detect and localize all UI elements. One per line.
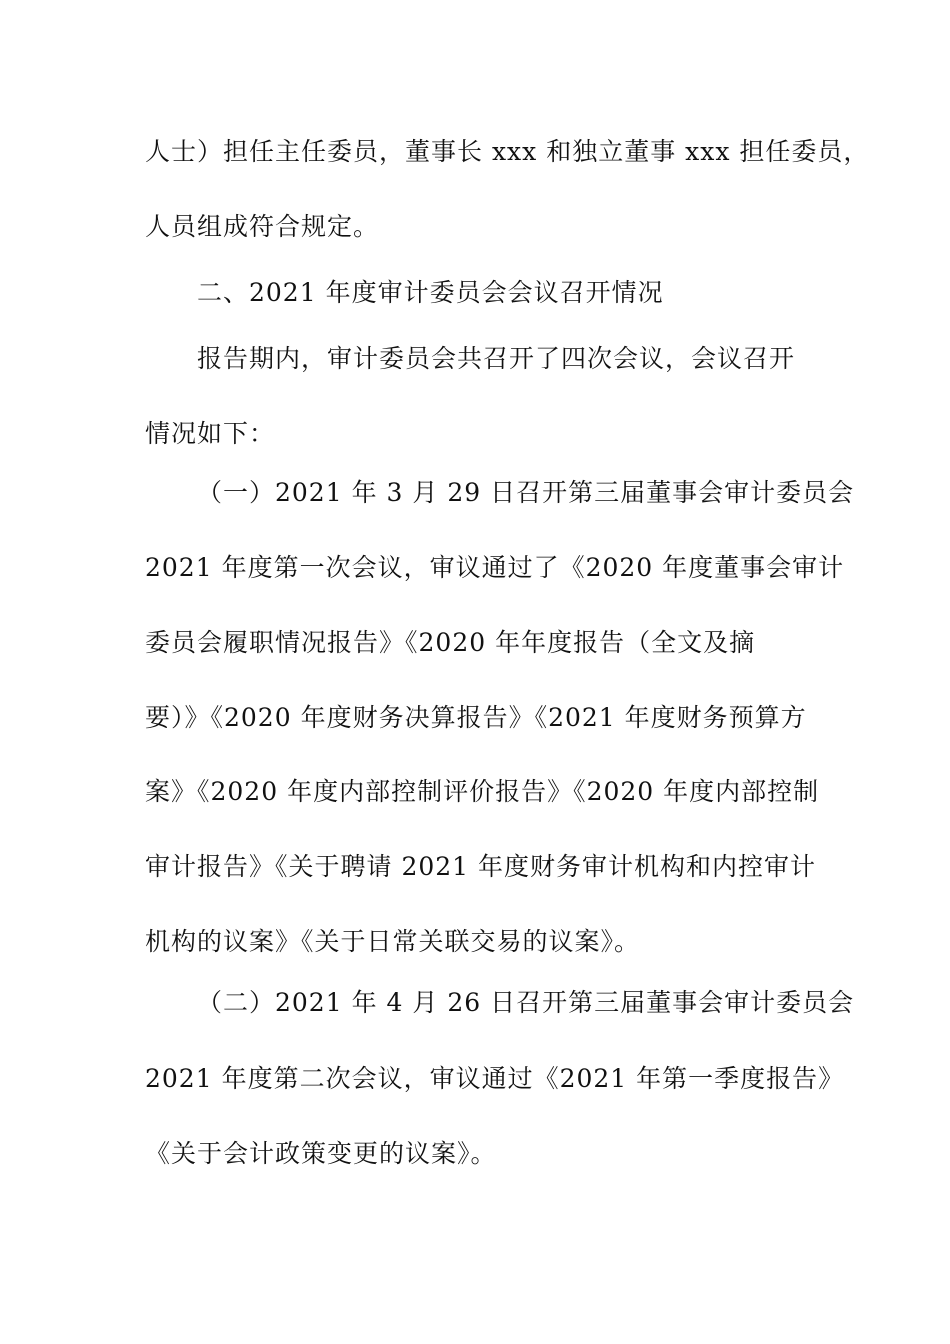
- text-line: 人员组成符合规定。: [145, 212, 380, 241]
- text-line: 报告期内，审计委员会共召开了四次会议，会议召开: [197, 344, 796, 373]
- text-line: 2021 年度第一次会议，审议通过了《2020 年度董事会审计: [145, 553, 845, 582]
- text-line: 2021 年度第二次会议，审议通过《2021 年第一季度报告》: [145, 1064, 845, 1093]
- text-line: 《关于会计政策变更的议案》。: [145, 1139, 497, 1168]
- text-line: 情况如下：: [145, 419, 276, 448]
- text-line: 审计报告》《关于聘请 2021 年度财务审计机构和内控审计: [145, 852, 817, 881]
- text-line: 人士）担任主任委员，董事长 xxx 和独立董事 xxx 担任委员，: [145, 137, 870, 166]
- text-line: （二）2021 年 4 月 26 日召开第三届董事会审计委员会: [197, 988, 855, 1017]
- text-line: 要）》《2020 年度财务决算报告》《2021 年度财务预算方: [145, 703, 807, 732]
- text-line: 案》《2020 年度内部控制评价报告》《2020 年度内部控制: [145, 777, 820, 806]
- text-line: （一）2021 年 3 月 29 日召开第三届董事会审计委员会: [197, 478, 855, 507]
- section-heading: 二、2021 年度审计委员会会议召开情况: [197, 278, 664, 307]
- text-line: 机构的议案》《关于日常关联交易的议案》。: [145, 927, 641, 956]
- text-line: 委员会履职情况报告》《2020 年年度报告（全文及摘: [145, 628, 756, 657]
